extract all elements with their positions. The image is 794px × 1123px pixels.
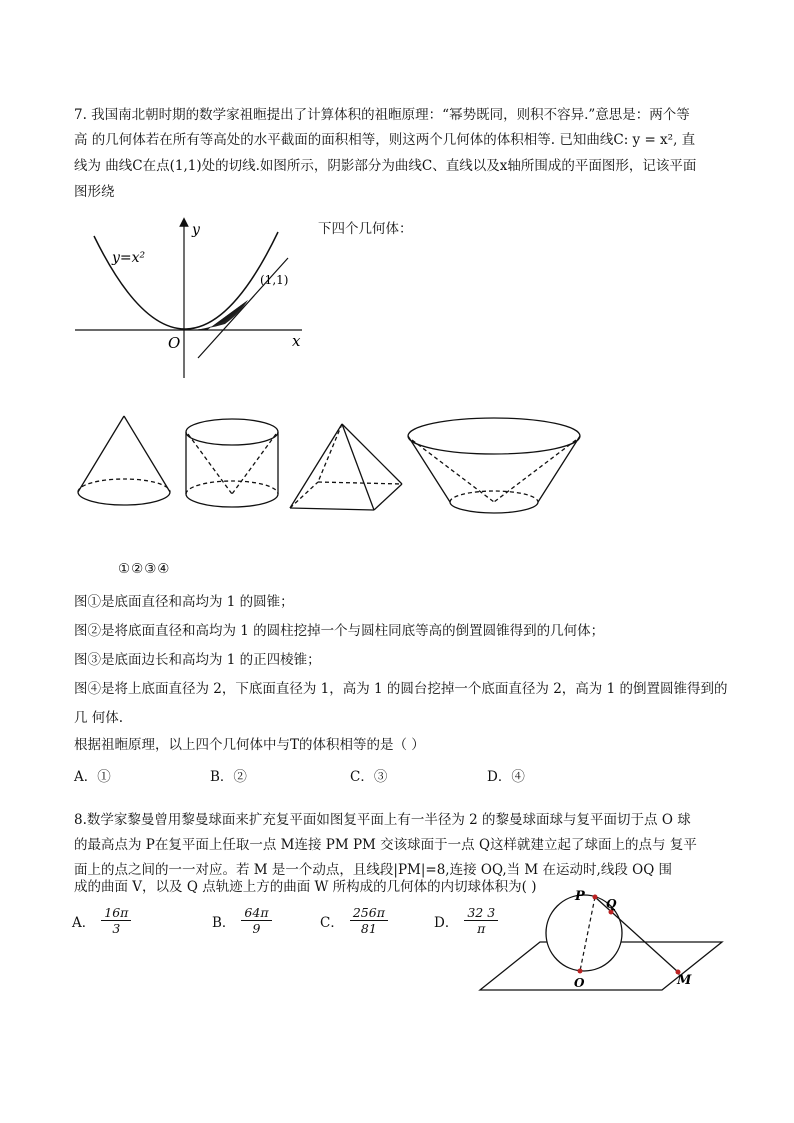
- q8-text-line-3: 面上的点之间的一一对应。若 M 是一个动点，且线段|PM|=8,连接 OQ,当 M 在运动时,线段 OQ 围: [74, 862, 673, 878]
- q8-option-d-denominator: π: [477, 921, 486, 936]
- q8-option-c-fraction: [350, 905, 388, 936]
- q7-text-line-2: 高 的几何体若在所有等高处的水平截面的面积相等，则这两个几何体的体积相等. 已知曲线C: y = x², 直: [74, 132, 696, 148]
- solid-pyramid: [290, 424, 402, 510]
- q8-option-b-fraction: [241, 905, 271, 936]
- q7-text-continuation: 下四个几何体：: [318, 221, 413, 237]
- q8-option-a-denominator: 3: [112, 921, 121, 936]
- riemann-sphere-figure: [478, 890, 728, 995]
- solid-frustum: [408, 418, 580, 513]
- four-solids-figure: [72, 410, 592, 525]
- q8-option-a-fraction: [101, 905, 131, 936]
- curve-label: y=x²: [112, 250, 146, 266]
- q7-option-b[interactable]: B．②: [210, 769, 247, 785]
- x-axis-label: x: [292, 332, 301, 350]
- q8-option-b-denominator: 9: [252, 921, 261, 936]
- origin-label: O: [168, 334, 181, 352]
- point-o: [578, 969, 583, 974]
- q8-option-c-denominator: 81: [360, 921, 377, 936]
- label-q: Q: [606, 897, 617, 911]
- q8-option-c[interactable]: [320, 905, 388, 936]
- parabola-graph: [70, 218, 310, 383]
- shaded-region: [188, 300, 248, 330]
- q7-option-d[interactable]: D．④: [487, 769, 525, 785]
- q7-figure3-description: 图③是底面边长和高均为 1 的正四棱锥；: [74, 652, 321, 668]
- point-p: [593, 895, 598, 900]
- q7-figure1-description: 图①是底面直径和高均为 1 的圆锥；: [74, 594, 294, 610]
- parabola-curve: [94, 232, 278, 329]
- point-label: (1,1): [260, 273, 289, 287]
- q8-option-b-letter: B．: [212, 914, 236, 931]
- q8-option-d-letter: D．: [434, 914, 459, 931]
- q8-text-line-1: 8.数学家黎曼曾用黎曼球面来扩充复平面如图复平面上有一半径为 2 的黎曼球面球与复平面切于点 O 球: [74, 812, 691, 828]
- q7-text-line-3: 线为 曲线C在点(1,1)处的切线.如图所示，阴影部分为曲线C、直线以及x轴所围成的平面图形，记该平面: [74, 158, 697, 174]
- q7-text-line-1: 7. 我国南北朝时期的数学家祖暅提出了计算体积的祖暅原理：“幂势既同，则积不容异.”意思是：两个等: [74, 107, 690, 123]
- q7-option-a[interactable]: A．①: [74, 769, 111, 785]
- q7-option-c[interactable]: C．③: [350, 769, 388, 785]
- q8-text-line-4: 成的曲面 V，以及 Q 点轨迹上方的曲面 W 所构成的几何体的内切球体积为( ): [74, 879, 537, 895]
- q8-option-d-numerator: 32 3: [464, 905, 498, 921]
- label-p: P: [575, 889, 585, 904]
- label-o: O: [574, 976, 585, 990]
- q8-option-a-letter: A．: [72, 914, 96, 931]
- q8-option-c-numerator: 256π: [350, 905, 388, 921]
- q8-option-a[interactable]: [72, 905, 131, 936]
- q7-question: 根据祖暅原理，以上四个几何体中与T的体积相等的是（ ）: [74, 737, 425, 753]
- q8-option-b[interactable]: [212, 905, 272, 936]
- q7-figure4-description: 图④是将上底面直径为 2，下底面直径为 1，高为 1 的圆台挖掉一个底面直径为 2，高为 1 的倒置圆锥得到的: [74, 681, 728, 697]
- label-m: M: [677, 973, 692, 988]
- figure-numbers: ①②③④: [118, 561, 171, 577]
- solid-cylinder: [186, 419, 278, 507]
- y-axis-label: y: [192, 222, 200, 238]
- q8-text-line-2: 的最高点为 P在复平面上任取一点 M连接 PM PM 交该球面于一点 Q这样就建立起了球面上的点与 复平: [74, 837, 697, 853]
- q7-text-line-4: 图形绕: [74, 184, 115, 200]
- q7-figure2-description: 图②是将底面直径和高均为 1 的圆柱挖掉一个与圆柱同底等高的倒置圆锥得到的几何体；: [74, 623, 605, 639]
- q8-option-a-numerator: 16π: [101, 905, 131, 921]
- solid-cone: [78, 416, 170, 505]
- q8-option-b-numerator: 64π: [241, 905, 271, 921]
- q8-option-c-letter: C．: [320, 914, 344, 931]
- q7-figure4-description-cont: 几 何体.: [74, 710, 124, 726]
